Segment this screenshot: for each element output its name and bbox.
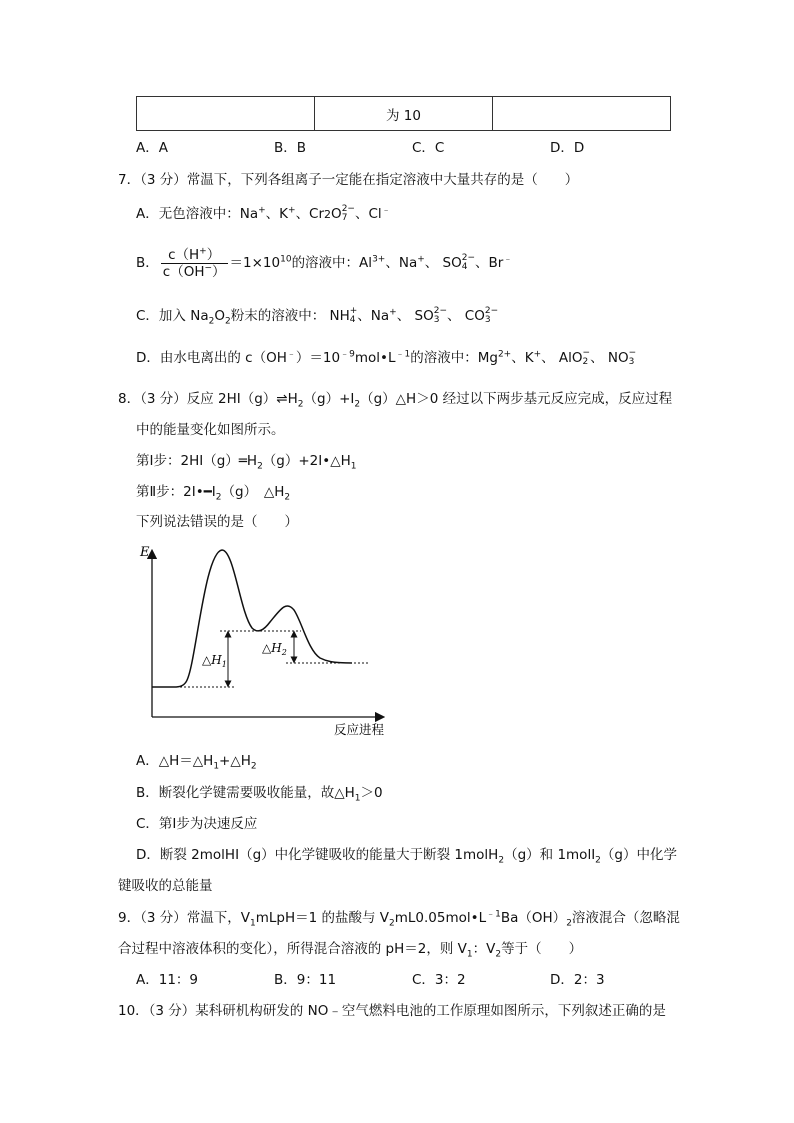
option-a: A．11：9 [136, 972, 199, 988]
q8-step2: 第Ⅱ步：$2I•━I_2(g)$ $\triangle H_2$ [136, 484, 291, 503]
q8-option-b: B．断裂化学键需要吸收能量，故$\triangle H_1>0$ [136, 785, 383, 804]
q8-stem-line2: 中的能量变化如图所示。 [136, 422, 285, 438]
energy-profile-diagram [136, 542, 396, 740]
option-d: D．D [550, 140, 585, 156]
table-row [137, 97, 671, 131]
q7-option-c: C．加入 $Na_2O_2$粉末的溶液中： NH + 4 、Na+、 SO 2− 3 、 CO 2− 3 [136, 306, 499, 327]
q8-option-c: C．第Ⅰ步为决速反应 [136, 816, 258, 832]
q8-option-d-line2: 键吸收的总能量 [118, 878, 213, 894]
q7-stem: 7．（3 分）常温下，下列各组离子一定能在指定溶液中大量共存的是（ ） [118, 172, 579, 188]
answer-table-fragment [136, 96, 671, 131]
q9-stem-line1: 9．（3 分）常温下，$V_1mLpH=1$ 的盐酸与 $V_2mL0.05mol•L^{﹣1}Ba(OH)_2$溶液混合（忽略混 [118, 909, 680, 929]
option-b: B．9：11 [274, 972, 337, 988]
y-axis-label: E [140, 545, 150, 560]
q7-option-b: B． $\frac{c(H^+)}{c(OH^-)}$ $=1\times 10^{10}$的溶液中：$Al^{3+}$、Na+、 SO 2− 4 、Br﹣ [136, 246, 513, 280]
q8-option-d-line1: D．断裂 2molHI（g）中化学键吸收的能量大于断裂 1molH$_2$（g）和 1molI$_2$（g）中化学 [136, 847, 677, 866]
q8-question: 下列说法错误的是（ ） [136, 514, 298, 530]
table-cell [137, 97, 315, 131]
q8-option-a: A．$\triangle H=\triangle H_1+\triangle H_2$ [136, 753, 257, 772]
option-a: A．A [136, 140, 168, 156]
x-axis-label: 反应进程 [334, 722, 385, 737]
option-c: C．3：2 [412, 972, 466, 988]
option-b: B．B [274, 140, 307, 156]
dh2-label: $\triangle H_2$ [262, 641, 287, 657]
q10-stem: 10．（3 分）某科研机构研发的 NO﹣空气燃料电池的工作原理如图所示，下列叙述正确的是 [118, 1003, 666, 1019]
option-c: C．C [412, 140, 445, 156]
q7-option-d: D．由水电离出的 $c(OH^﹣)=10^{﹣9}mol•L^{﹣1}$的溶液中：$Mg^{2+}$、K+、 AlO − 2 、 NO − 3 [136, 348, 637, 367]
q9-stem-line2: 合过程中溶液体积的变化），所得混合溶液的 pH＝2，则 $V_1$：$V_2$等于（ ） [118, 941, 583, 960]
q6-options [136, 139, 688, 157]
concentration-ratio: $\frac{c(H^+)}{c(OH^-)}$ [162, 246, 226, 280]
q9-options [136, 971, 688, 989]
table-cell [493, 97, 671, 131]
option-d: D．2：3 [550, 972, 605, 988]
energy-curve [152, 550, 352, 687]
dh1-label: $\triangle H_1$ [202, 653, 227, 669]
q7-option-a: A．无色溶液中：Na+、K+、Cr2O 2− 7 、Cl﹣ [136, 204, 391, 223]
table-cell: 为 10 [315, 97, 493, 131]
q8-stem-line1: 8．（3 分）反应 $2HI(g)\rightleftharpoons H_2(g)+I_2(g)\triangle H>0$ 经过以下两步基元反应完成，反应过程 [118, 391, 673, 410]
q8-step1: 第Ⅰ步：$2HI(g)═H_2(g)+2I•\triangle H_1$ [136, 453, 357, 472]
